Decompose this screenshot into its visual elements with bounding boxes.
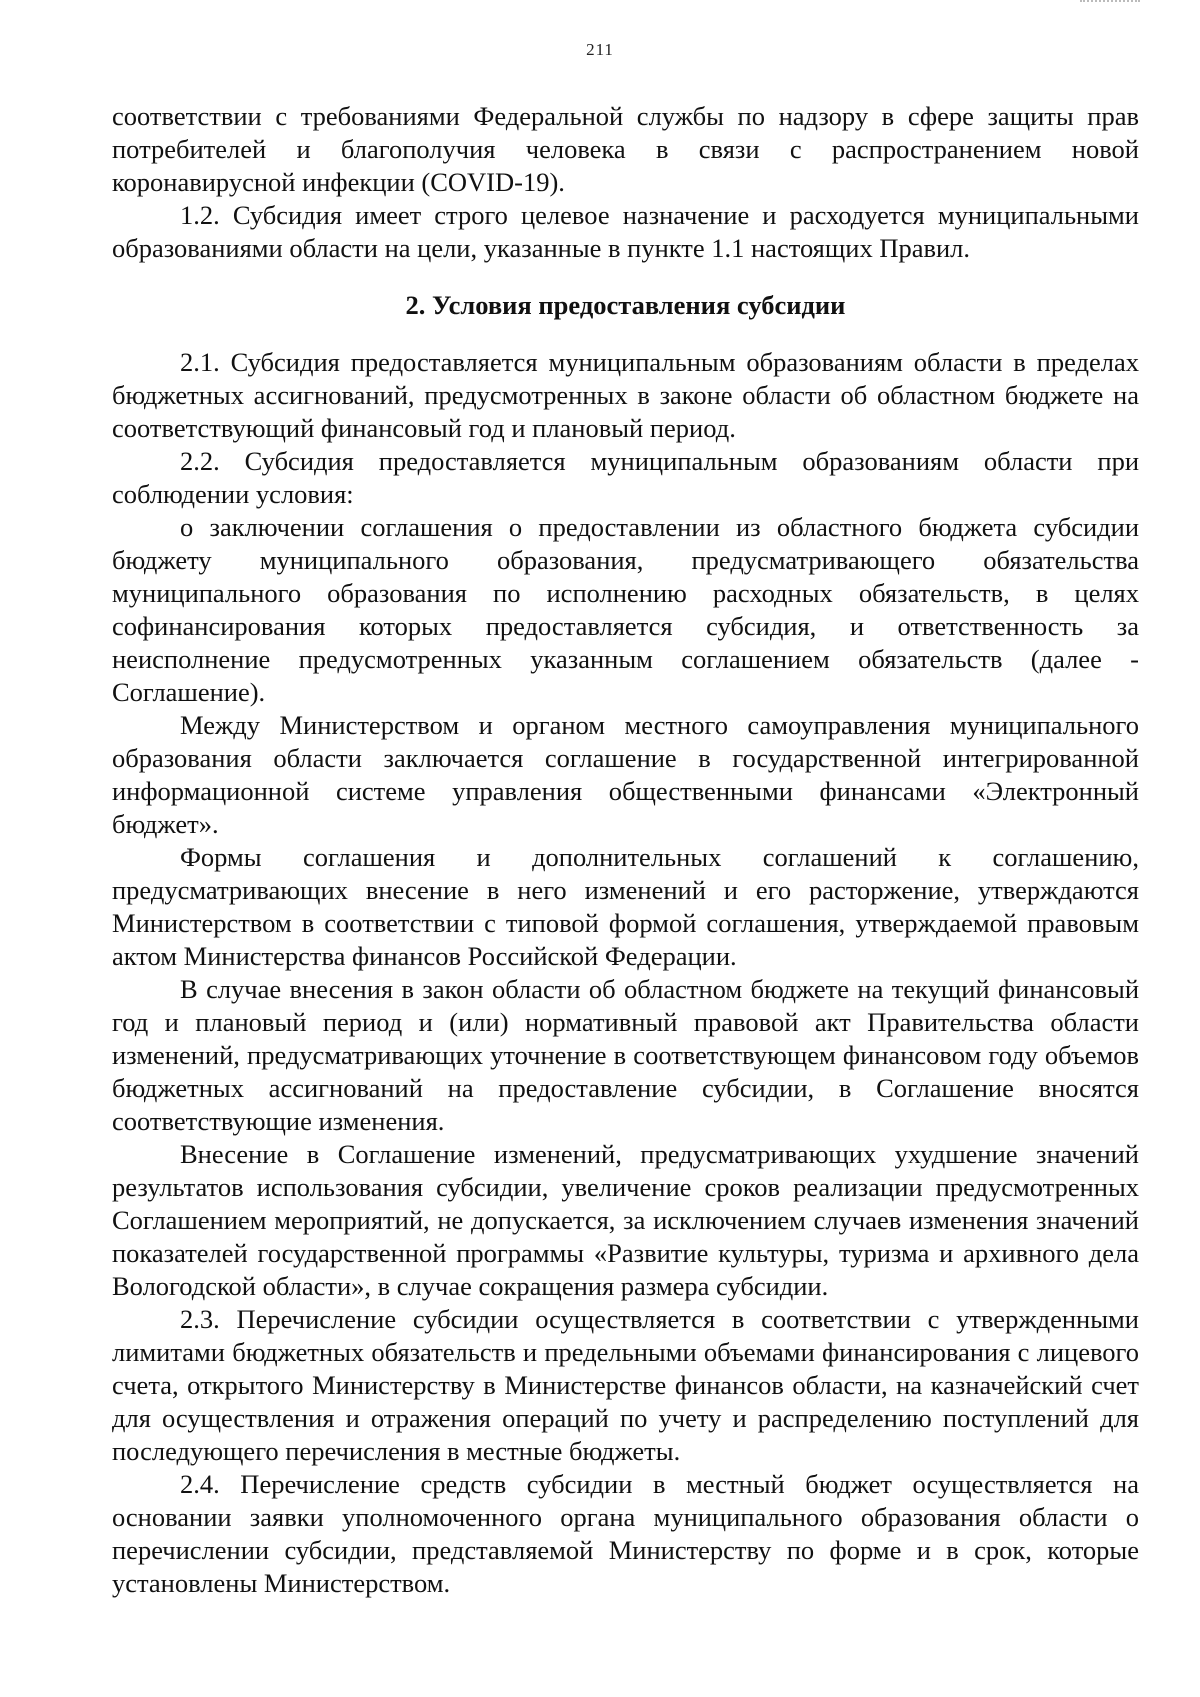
paragraph-budget-changes: В случае внесения в закон области об областном бюджете на текущий финансовый год и плановый период и (или) нормативный правовой акт Правительства области изменений, предусматривающих уточнение в соответствующем финансовом году объемов бюджетных ассигнований на предоставление субсидии, в Соглашение вносятся соответствующие изменения. — [112, 974, 1139, 1136]
paragraph-1-2: 1.2. Субсидия имеет строго целевое назначение и расходуется муниципальными образованиями области на цели, указанные в пункте 1.1 настоящих Правил. — [112, 200, 1139, 263]
scan-corner-mark — [1080, 0, 1140, 6]
section-heading: 2. Условия предоставления субсидии — [405, 290, 846, 320]
paragraph-agreement-condition: о заключении соглашения о предоставлении из областного бюджета субсидии бюджету муниципального образования, предусматривающего обязательства муниципального образования по исполнению расходных обязательств, в целях софинансирования которых предоставляется субсидия, и ответственность за неисполнение предусмотренных указанным соглашением обязательств (далее - Соглашение). — [112, 512, 1139, 707]
paragraph-2-4: 2.4. Перечисление средств субсидии в местный бюджет осуществляется на основании заявки уполномоченного органа муниципального образования области о перечислении субсидии, представляемой Министерству по форме и в срок, которые установлены Министерством. — [112, 1469, 1139, 1598]
paragraph-2-2: 2.2. Субсидия предоставляется муниципальным образованиям области при соблюдении условия: — [112, 446, 1139, 509]
paragraph-2-3: 2.3. Перечисление субсидии осуществляется в соответствии с утвержденными лимитами бюджетных обязательств и предельными объемами финансирования с лицевого счета, открытого Министерству в Министерстве финансов области, на казначейский счет для осуществления и отражения операций по учету и распределению поступлений для последующего перечисления в местные бюджеты. — [112, 1304, 1139, 1466]
paragraph-agreement-conclusion: Между Министерством и органом местного самоуправления муниципального образования области заключается соглашение в государственной интегрированной информационной системе управления общественными финансами «Электронный бюджет». — [112, 710, 1139, 839]
document-body — [112, 100, 1139, 1600]
paragraph-agreement-amendments: Внесение в Соглашение изменений, предусматривающих ухудшение значений результатов использования субсидии, увеличение сроков реализации предусмотренных Соглашением мероприятий, не допускается, за исключением случаев изменения значений показателей государственной программы «Развитие культуры, туризма и архивного дела Вологодской области», в случае сокращения размера субсидии. — [112, 1139, 1139, 1301]
paragraph-continuation: соответствии с требованиями Федеральной службы по надзору в сфере защиты прав потребителей и благополучия человека в связи с распространением новой коронавирусной инфекции (COVID-19). — [112, 101, 1139, 197]
paragraph-2-1: 2.1. Субсидия предоставляется муниципальным образованиям области в пределах бюджетных ассигнований, предусмотренных в законе области об областном бюджете на соответствующий финансовый год и плановый период. — [112, 347, 1139, 443]
page-number: 211 — [586, 40, 614, 59]
paragraph-agreement-forms: Формы соглашения и дополнительных соглашений к соглашению, предусматривающих внесение в него изменений и его расторжение, утверждаются Министерством в соответствии с типовой формой соглашения, утверждаемой правовым актом Министерства финансов Российской Федерации. — [112, 842, 1139, 971]
